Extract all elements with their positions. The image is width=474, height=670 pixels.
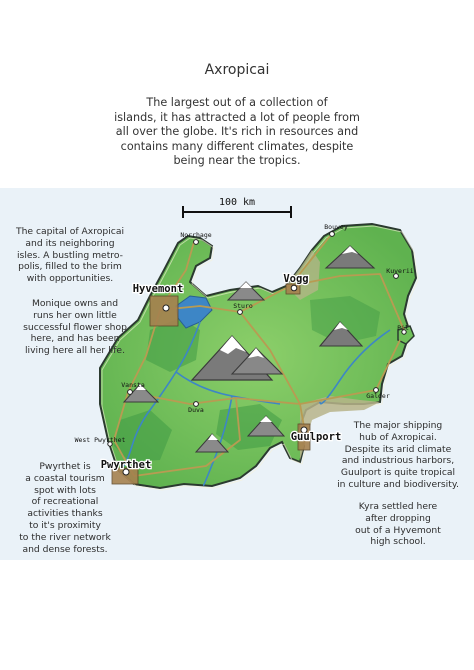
city-label-norrhage: Norrhage — [180, 231, 212, 239]
intro-line: contains many different climates, despite — [120, 139, 354, 153]
note-line: and industrious harbors, — [341, 455, 455, 467]
note-line: and its neighboring — [25, 237, 115, 249]
note-line: Kyra settled here — [358, 501, 438, 512]
note-kyra — [336, 501, 460, 548]
city-label-west-pwyrthet: West Pwyrthet — [74, 436, 126, 444]
city-label-vansta: Vansta — [121, 381, 145, 389]
note-guulport — [328, 420, 468, 491]
hyvemont-urban — [150, 296, 178, 326]
note-line: of recreational — [31, 496, 99, 508]
note-line: Pwyrthet is — [39, 461, 91, 472]
note-line: a coastal tourism — [25, 472, 105, 484]
intro-line: islands, it has attracted a lot of people from — [114, 110, 360, 124]
city-label-galder: Galder — [366, 392, 390, 400]
city-label-hyvemont: Hyvemont — [132, 283, 184, 295]
note-line: Monique owns and — [31, 298, 119, 309]
note-line: hub of Axropicai. — [359, 431, 437, 443]
intro-line: The largest out of a collection of — [146, 96, 328, 109]
note-line: Guulport is quite tropical — [340, 467, 456, 479]
note-line: living here all her life. — [24, 345, 126, 357]
note-line: and dense forests. — [22, 543, 108, 555]
city-label-kuverii: Kuverii — [386, 267, 414, 275]
city-label-bouvey: Bouvey — [324, 223, 348, 231]
city-label-pil: Pil — [397, 324, 409, 332]
note-line: to the river network — [19, 531, 111, 543]
city-label-pwyrthet: Pwyrthet — [100, 459, 152, 471]
note-line: isles. A bustling metro- — [17, 249, 123, 261]
city-label-vogg: Vogg — [283, 273, 309, 285]
city-label-duva: Duva — [188, 406, 204, 414]
note-line: with opportunities. — [26, 273, 114, 285]
note-line: Despite its arid climate — [344, 443, 452, 455]
note-line: here, and has been — [30, 333, 120, 345]
note-pwyrthet — [2, 461, 128, 555]
intro-line: being near the tropics. — [173, 154, 301, 168]
note-line: out of a Hyvemont — [355, 524, 441, 536]
note-line: runs her own little — [33, 309, 117, 321]
city-label-guulport: Guulport — [290, 431, 342, 443]
page-title: Axropicai — [204, 62, 270, 78]
scale-label: 100 km — [218, 197, 256, 208]
note-line: successful flower shop — [23, 321, 127, 333]
note-line: in culture and biodiversity. — [337, 478, 459, 490]
note-line: The major shipping — [353, 420, 443, 431]
note-line: high school. — [370, 536, 426, 548]
note-line: polis, filled to the brim — [18, 261, 122, 273]
intro-line: all over the globe. It's rich in resources and — [115, 125, 359, 139]
note-line: spot with lots — [34, 484, 96, 496]
note-line: The capital of Axropicai — [15, 226, 125, 237]
note-capital — [6, 226, 134, 285]
note-line: to it's proximity — [29, 519, 101, 531]
note-line: after dropping — [365, 512, 431, 524]
note-line: activities thanks — [27, 508, 103, 520]
note-monique — [8, 298, 142, 357]
city-label-sturo: Sturo — [233, 302, 253, 310]
